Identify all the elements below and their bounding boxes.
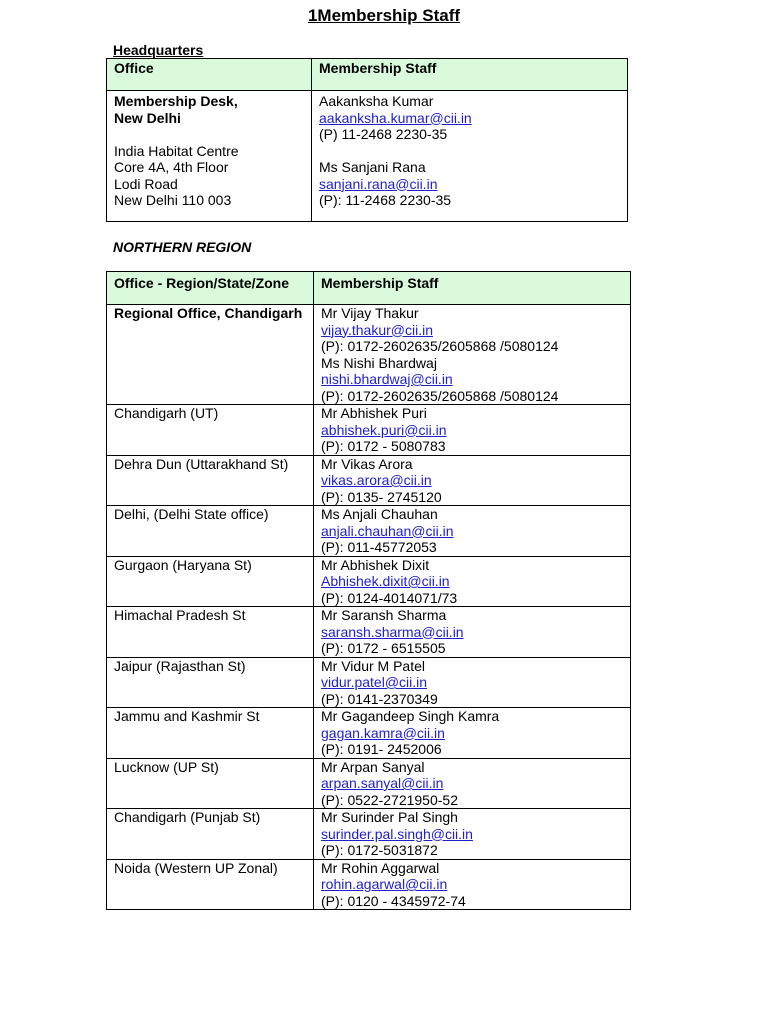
staff-cell — [314, 657, 631, 708]
staff-cell — [314, 506, 631, 557]
staff-email-link[interactable]: abhishek.puri@cii.in — [321, 421, 447, 438]
headquarters-heading: Headquarters — [113, 42, 204, 58]
column-header-staff: Membership Staff — [312, 59, 628, 91]
table-row — [107, 91, 628, 222]
staff-phone: (P): 0172-2602635/2605868 /5080124 — [321, 387, 559, 404]
staff-phone: (P): 0172 - 5080783 — [321, 438, 446, 454]
table-row — [107, 708, 631, 759]
address-line: India Habitat Centre — [114, 142, 239, 159]
address-line: Core 4A, 4th Floor — [114, 159, 229, 175]
office-name: Membership Desk, — [114, 93, 238, 109]
office-city: New Delhi — [114, 109, 181, 126]
office-cell: Dehra Dun (Uttarakhand St) — [107, 455, 314, 506]
headquarters-table — [106, 58, 628, 222]
staff-cell — [314, 758, 631, 809]
staff-name: Ms Anjali Chauhan — [321, 506, 438, 522]
office-cell — [107, 91, 312, 222]
table-row — [107, 455, 631, 506]
staff-name: Mr Vijay Thakur — [321, 305, 419, 321]
staff-cell — [314, 556, 631, 607]
address-line: Lodi Road — [114, 175, 178, 192]
office-cell: Jammu and Kashmir St — [107, 708, 314, 759]
northern-region-table — [106, 271, 631, 910]
table-row — [107, 607, 631, 658]
office-cell: Lucknow (UP St) — [107, 758, 314, 809]
office-cell: Chandigarh (Punjab St) — [107, 809, 314, 860]
office-cell: Noida (Western UP Zonal) — [107, 859, 314, 910]
address-line: New Delhi 110 003 — [114, 192, 232, 208]
office-cell: Regional Office, Chandigarh — [107, 305, 314, 405]
staff-phone: (P): 0172 - 6515505 — [321, 640, 446, 656]
staff-name: Mr Abhishek Dixit — [321, 556, 430, 573]
staff-cell — [312, 91, 628, 222]
table-row — [107, 405, 631, 456]
office-cell: Himachal Pradesh St — [107, 607, 314, 658]
staff-cell — [314, 809, 631, 860]
staff-name: Mr Vidur M Patel — [321, 657, 425, 674]
table-row — [107, 305, 631, 405]
office-cell: Gurgaon (Haryana St) — [107, 556, 314, 607]
office-cell: Chandigarh (UT) — [107, 405, 314, 456]
staff-phone: (P): 011-45772053 — [321, 539, 437, 555]
staff-cell — [314, 305, 631, 405]
staff-cell — [314, 607, 631, 658]
staff-phone: (P): 11-2468 2230-35 — [319, 192, 452, 208]
table-row — [107, 809, 631, 860]
staff-email-link[interactable]: arpan.sanyal@cii.in — [321, 775, 444, 791]
staff-email-link[interactable]: anjali.chauhan@cii.in — [321, 522, 454, 539]
staff-phone: (P): 0135- 2745120 — [321, 488, 442, 505]
staff-name: Mr Surinder Pal Singh — [321, 809, 458, 825]
staff-phone: (P): 0141-2370349 — [321, 690, 438, 707]
northern-region-heading: NORTHERN REGION — [113, 239, 252, 255]
staff-name: Mr Vikas Arora — [321, 455, 413, 472]
staff-cell — [314, 708, 631, 759]
staff-name: Ms Sanjani Rana — [319, 159, 426, 175]
staff-email-link[interactable]: surinder.pal.singh@cii.in — [321, 825, 473, 842]
staff-phone: (P): 0124-4014071/73 — [321, 589, 458, 606]
table-row — [107, 506, 631, 557]
staff-email-link[interactable]: aakanksha.kumar@cii.in — [319, 109, 472, 126]
table-row — [107, 859, 631, 910]
staff-email-link[interactable]: gagan.kamra@cii.in — [321, 724, 445, 741]
staff-name: Ms Nishi Bhardwaj — [321, 354, 437, 371]
staff-name: Mr Rohin Aggarwal — [321, 859, 440, 876]
staff-name: Mr Gagandeep Singh Kamra — [321, 708, 500, 724]
staff-cell — [314, 455, 631, 506]
staff-email-link[interactable]: vidur.patel@cii.in — [321, 674, 428, 690]
staff-email-link[interactable]: saransh.sharma@cii.in — [321, 623, 464, 640]
staff-phone: (P): 0191- 2452006 — [321, 741, 442, 757]
table-row — [107, 758, 631, 809]
page-title: 1Membership Staff — [307, 6, 461, 25]
staff-phone: (P): 0172-2602635/2605868 /5080124 — [321, 338, 559, 354]
staff-email-link[interactable]: sanjani.rana@cii.in — [319, 175, 438, 192]
table-header-row — [107, 59, 628, 91]
staff-email-link[interactable]: nishi.bhardwaj@cii.in — [321, 371, 453, 387]
table-row — [107, 556, 631, 607]
column-header-office: Office - Region/State/Zone — [107, 272, 314, 305]
staff-email-link[interactable]: vikas.arora@cii.in — [321, 472, 432, 488]
staff-email-link[interactable]: rohin.agarwal@cii.in — [321, 876, 448, 892]
staff-email-link[interactable]: vijay.thakur@cii.in — [321, 321, 433, 338]
staff-phone: (P) 11-2468 2230-35 — [319, 126, 448, 142]
staff-cell — [314, 405, 631, 456]
column-header-office: Office — [107, 59, 312, 91]
staff-phone: (P): 0522-2721950-52 — [321, 791, 458, 808]
table-header-row — [107, 272, 631, 305]
staff-name: Mr Abhishek Puri — [321, 405, 427, 421]
office-cell: Jaipur (Rajasthan St) — [107, 657, 314, 708]
staff-cell — [314, 859, 631, 910]
staff-name: Aakanksha Kumar — [319, 93, 434, 109]
staff-phone: (P): 0120 - 4345972-74 — [321, 892, 466, 909]
staff-name: Mr Arpan Sanyal — [321, 758, 425, 775]
office-cell: Delhi, (Delhi State office) — [107, 506, 314, 557]
column-header-staff: Membership Staff — [314, 272, 631, 305]
staff-email-link[interactable]: Abhishek.dixit@cii.in — [321, 573, 450, 589]
staff-phone: (P): 0172-5031872 — [321, 842, 438, 858]
staff-name: Mr Saransh Sharma — [321, 607, 447, 623]
table-row — [107, 657, 631, 708]
